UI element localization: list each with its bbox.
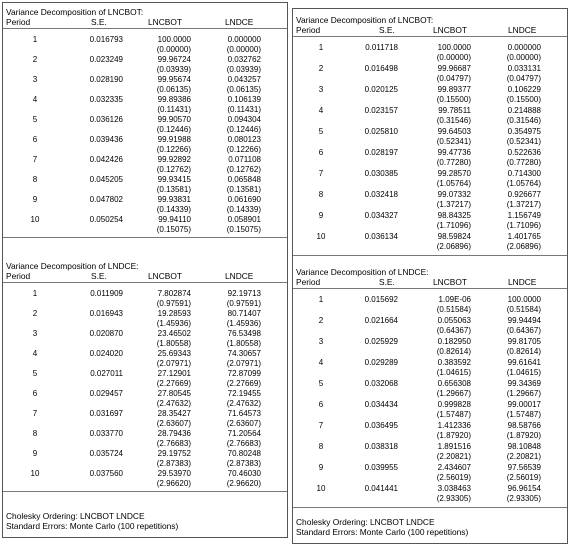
cell-lndce: 96.96154 (507, 484, 541, 493)
cell-lncbot: 99.90570 (157, 115, 191, 124)
cell-lndce: 0.080123 (227, 135, 261, 144)
cell-lndce-se: (1.71096) (506, 221, 541, 230)
cell-lncbot-se: (0.15075) (156, 225, 191, 234)
cell-lncbot-se: (0.31546) (436, 116, 471, 125)
cell-lncbot-se: (0.00000) (436, 53, 471, 62)
cell-lncbot: 99.91988 (157, 135, 191, 144)
header-lndce: LNDCE (508, 277, 537, 287)
cell-lndce: 0.094304 (227, 115, 261, 124)
cell-lndce-se: (2.20821) (506, 452, 541, 461)
header-lndce: LNDCE (225, 17, 254, 27)
section-title: Variance Decomposition of LNDCE: (296, 267, 429, 277)
header-period: Period (296, 25, 321, 35)
cell-lncbot: 28.79436 (157, 429, 191, 438)
cell-se: 0.032335 (89, 95, 123, 104)
header-rule (3, 282, 287, 283)
cell-se: 0.024020 (89, 349, 123, 358)
cell-lndce-se: (0.52341) (506, 137, 541, 146)
cell-lndce-se: (2.76683) (226, 439, 261, 448)
header-lncbot: LNCBOT (433, 25, 467, 35)
cell-lndce: 0.058901 (227, 215, 261, 224)
cell-lndce-se: (0.15500) (506, 95, 541, 104)
cell-lncbot-se: (2.07971) (156, 359, 191, 368)
header-se: S.E. (379, 277, 395, 287)
cell-lncbot-se: (0.97591) (156, 299, 191, 308)
cell-period: 5 (32, 115, 38, 124)
cell-lncbot-se: (1.45936) (156, 319, 191, 328)
cell-period: 10 (316, 484, 326, 493)
cell-lncbot-se: (0.03939) (156, 65, 191, 74)
cell-se: 0.023249 (89, 55, 123, 64)
header-period: Period (6, 271, 31, 281)
cell-lndce-se: (0.12266) (226, 145, 261, 154)
cell-se: 0.029457 (89, 389, 123, 398)
section-title: Variance Decomposition of LNDCE: (6, 261, 139, 271)
cell-se: 0.036495 (364, 421, 398, 430)
cell-se: 0.016793 (89, 35, 123, 44)
cell-lncbot: 99.94110 (158, 215, 191, 224)
section-end-rule (293, 507, 567, 508)
cell-lndce-se: (1.04615) (506, 368, 541, 377)
header-rule (293, 288, 567, 289)
cell-se: 0.036134 (364, 232, 398, 241)
cell-lncbot: 99.93831 (157, 195, 191, 204)
cell-period: 7 (318, 169, 324, 178)
cell-lncbot-se: (1.57487) (436, 410, 471, 419)
cell-se: 0.020125 (364, 85, 398, 94)
cell-lndce: 0.065848 (227, 175, 261, 184)
header-se: S.E. (91, 17, 107, 27)
cell-lndce-se: (0.31546) (506, 116, 541, 125)
cell-lncbot-se: (2.87383) (156, 459, 191, 468)
right-panel (292, 8, 568, 544)
header-se: S.E. (379, 25, 395, 35)
cell-lndce: 99.00017 (507, 400, 541, 409)
cell-lncbot: 99.78511 (438, 106, 471, 115)
cell-lndce: 97.56539 (507, 463, 541, 472)
cell-lncbot: 98.84325 (437, 211, 471, 220)
section-title: Variance Decomposition of LNCBOT: (296, 15, 434, 25)
cell-lncbot: 100.0000 (157, 35, 191, 44)
cell-se: 0.037560 (89, 469, 123, 478)
cell-lncbot-se: (0.52341) (436, 137, 471, 146)
cell-lncbot: 99.89386 (157, 95, 191, 104)
cell-lndce-se: (1.37217) (506, 200, 541, 209)
cell-lncbot-se: (0.12762) (156, 165, 191, 174)
cell-lndce: 0.926677 (507, 190, 541, 199)
header-period: Period (6, 17, 31, 27)
cell-lndce: 0.106139 (227, 95, 261, 104)
cell-lndce-se: (0.06135) (226, 85, 261, 94)
cell-lndce: 74.30657 (227, 349, 261, 358)
cell-lndce-se: (2.93305) (506, 494, 541, 503)
cell-se: 0.021664 (364, 316, 398, 325)
cell-se: 0.039436 (89, 135, 123, 144)
cell-lncbot-se: (2.20821) (436, 452, 471, 461)
cell-lncbot: 99.89377 (437, 85, 471, 94)
header-rule (293, 36, 567, 37)
cell-lncbot-se: (2.93305) (436, 494, 471, 503)
cell-lncbot: 1.09E-06 (438, 295, 471, 304)
cell-se: 0.038318 (364, 442, 398, 451)
cell-lndce: 99.34369 (507, 379, 541, 388)
cell-lncbot: 99.47736 (437, 148, 471, 157)
cell-lndce-se: (0.14339) (226, 205, 261, 214)
cell-lncbot-se: (1.37217) (436, 200, 471, 209)
cell-lndce: 99.94494 (507, 316, 541, 325)
cell-lndce-se: (2.63607) (226, 419, 261, 428)
cell-lncbot-se: (1.05764) (436, 179, 471, 188)
cell-period: 5 (318, 379, 324, 388)
cell-lncbot-se: (2.27669) (156, 379, 191, 388)
cell-se: 0.015692 (364, 295, 398, 304)
cell-lndce: 0.032762 (227, 55, 261, 64)
cell-lndce: 0.354975 (507, 127, 541, 136)
cell-lndce: 0.214888 (507, 106, 541, 115)
cell-lndce-se: (0.64367) (506, 326, 541, 335)
cell-lncbot: 0.656308 (437, 379, 471, 388)
cell-lndce-se: (0.00000) (226, 45, 261, 54)
cholesky-ordering: Cholesky Ordering: LNCBOT LNDCE (6, 511, 145, 521)
cell-lndce: 0.522636 (507, 148, 541, 157)
cell-lndce: 70.46030 (227, 469, 261, 478)
cell-lncbot-se: (0.12266) (156, 145, 191, 154)
cell-period: 3 (32, 75, 38, 84)
cell-period: 1 (32, 289, 38, 298)
cell-period: 10 (30, 215, 40, 224)
cell-lndce-se: (1.29667) (506, 389, 541, 398)
cell-lncbot: 99.64503 (437, 127, 471, 136)
cell-se: 0.042426 (89, 155, 123, 164)
cell-lncbot-se: (2.47632) (156, 399, 191, 408)
cell-period: 6 (318, 400, 324, 409)
cell-lncbot-se: (1.87920) (436, 431, 471, 440)
standard-errors-note: Standard Errors: Monte Carlo (100 repetitions) (296, 527, 469, 537)
cell-lncbot-se: (2.63607) (156, 419, 191, 428)
cell-lndce-se: (2.56019) (506, 473, 541, 482)
cell-lncbot-se: (0.11431) (157, 105, 191, 114)
cell-lncbot-se: (0.04797) (436, 74, 471, 83)
cell-lndce-se: (0.03939) (226, 65, 261, 74)
cell-lndce-se: (0.12762) (226, 165, 261, 174)
header-lncbot: LNCBOT (148, 271, 182, 281)
cell-period: 9 (32, 195, 38, 204)
cell-lncbot: 1.412336 (437, 421, 471, 430)
cell-lndce: 0.071108 (228, 155, 261, 164)
cell-se: 0.025810 (364, 127, 398, 136)
cell-lndce-se: (0.15075) (226, 225, 261, 234)
cell-lndce-se: (1.80558) (226, 339, 261, 348)
cell-se: 0.045205 (89, 175, 123, 184)
cell-period: 8 (32, 175, 38, 184)
cell-lncbot-se: (2.06896) (436, 242, 471, 251)
cell-lndce-se: (2.27669) (226, 379, 261, 388)
cell-se: 0.016498 (364, 64, 398, 73)
cell-period: 1 (318, 295, 324, 304)
cell-lncbot: 98.59824 (437, 232, 471, 241)
cell-se: 0.050254 (89, 215, 123, 224)
cell-lncbot-se: (0.13581) (156, 185, 191, 194)
cell-se: 0.035724 (89, 449, 123, 458)
cell-lndce: 98.58766 (507, 421, 541, 430)
section-end-rule (3, 237, 287, 238)
cell-period: 2 (318, 64, 324, 73)
cell-se: 0.020870 (89, 329, 123, 338)
cell-lncbot: 27.12901 (157, 369, 191, 378)
standard-errors-note: Standard Errors: Monte Carlo (100 repetitions) (6, 521, 179, 531)
cell-lncbot: 29.53970 (157, 469, 191, 478)
header-se: S.E. (91, 271, 107, 281)
cell-lncbot-se: (1.80558) (156, 339, 191, 348)
cell-lncbot-se: (0.14339) (156, 205, 191, 214)
cell-lndce: 70.80248 (227, 449, 261, 458)
cell-se: 0.025929 (364, 337, 398, 346)
left-panel (2, 2, 288, 538)
cell-lncbot-se: (0.15500) (436, 95, 471, 104)
cell-lndce-se: (0.82614) (506, 347, 541, 356)
cell-lncbot: 29.19752 (157, 449, 191, 458)
cell-lncbot-se: (1.29667) (436, 389, 471, 398)
cell-lncbot: 7.802874 (157, 289, 191, 298)
cell-se: 0.032068 (364, 379, 398, 388)
cell-lncbot: 99.92892 (157, 155, 191, 164)
cell-lncbot: 99.28570 (437, 169, 471, 178)
cell-se: 0.023157 (364, 106, 398, 115)
cell-lndce-se: (2.47632) (226, 399, 261, 408)
cell-period: 8 (318, 442, 324, 451)
cell-lndce: 0.033131 (507, 64, 541, 73)
cell-lncbot: 99.95674 (157, 75, 191, 84)
cell-period: 3 (32, 329, 38, 338)
cell-se: 0.034434 (364, 400, 398, 409)
cell-se: 0.033770 (89, 429, 123, 438)
header-lncbot: LNCBOT (433, 277, 467, 287)
cell-lncbot-se: (0.00000) (156, 45, 191, 54)
cell-lndce-se: (0.11431) (227, 105, 261, 114)
cell-period: 9 (32, 449, 38, 458)
cell-se: 0.030385 (364, 169, 398, 178)
cell-lncbot: 1.891516 (437, 442, 471, 451)
cholesky-ordering: Cholesky Ordering: LNCBOT LNDCE (296, 517, 435, 527)
cell-period: 4 (318, 358, 324, 367)
cell-se: 0.011909 (90, 289, 123, 298)
cell-lncbot-se: (1.71096) (436, 221, 471, 230)
cell-lndce-se: (0.04797) (506, 74, 541, 83)
cell-lndce: 0.043257 (227, 75, 261, 84)
cell-period: 5 (318, 127, 324, 136)
cell-se: 0.011718 (365, 43, 398, 52)
header-rule (3, 28, 287, 29)
cell-period: 5 (32, 369, 38, 378)
cell-se: 0.016943 (89, 309, 123, 318)
cell-period: 10 (30, 469, 40, 478)
cell-lncbot: 99.93415 (157, 175, 191, 184)
cell-lndce: 99.61641 (507, 358, 541, 367)
cell-lndce-se: (0.00000) (506, 53, 541, 62)
cell-period: 6 (32, 135, 38, 144)
cell-lncbot: 23.46502 (157, 329, 191, 338)
cell-period: 4 (32, 95, 38, 104)
cell-period: 7 (32, 155, 38, 164)
cell-lndce-se: (1.45936) (226, 319, 261, 328)
cell-period: 8 (32, 429, 38, 438)
cell-period: 7 (318, 421, 324, 430)
cell-se: 0.034327 (364, 211, 398, 220)
cell-se: 0.041441 (364, 484, 398, 493)
header-period: Period (296, 277, 321, 287)
cell-lndce: 1.156749 (507, 211, 541, 220)
cell-period: 6 (318, 148, 324, 157)
cell-lndce: 1.401765 (507, 232, 541, 241)
cell-lndce: 0.061690 (227, 195, 261, 204)
cell-lncbot-se: (0.82614) (436, 347, 471, 356)
cell-lncbot-se: (2.76683) (156, 439, 191, 448)
cell-lncbot: 99.96724 (157, 55, 191, 64)
cell-lncbot: 100.0000 (437, 43, 471, 52)
cell-lncbot: 19.28593 (157, 309, 191, 318)
cell-lncbot: 3.038463 (437, 484, 471, 493)
cell-period: 6 (32, 389, 38, 398)
section-end-rule (293, 255, 567, 256)
cell-period: 2 (32, 55, 38, 64)
cell-period: 7 (32, 409, 38, 418)
cell-se: 0.028190 (89, 75, 123, 84)
cell-period: 1 (318, 43, 324, 52)
cell-lndce-se: (2.96620) (226, 479, 261, 488)
cell-period: 8 (318, 190, 324, 199)
cell-lndce: 0.106229 (507, 85, 541, 94)
cell-lndce-se: (0.51584) (506, 305, 541, 314)
cell-lncbot: 25.69343 (157, 349, 191, 358)
cell-lncbot-se: (0.77280) (436, 158, 471, 167)
section-title: Variance Decomposition of LNCBOT: (6, 7, 144, 17)
cell-period: 3 (318, 337, 324, 346)
header-lndce: LNDCE (508, 25, 537, 35)
cell-lncbot-se: (0.12446) (156, 125, 191, 134)
cell-period: 1 (32, 35, 38, 44)
cell-lndce-se: (2.07971) (226, 359, 261, 368)
cell-period: 10 (316, 232, 326, 241)
header-lncbot: LNCBOT (148, 17, 182, 27)
cell-lncbot: 99.96687 (437, 64, 471, 73)
cell-se: 0.047802 (89, 195, 123, 204)
cell-period: 9 (318, 463, 324, 472)
cell-se: 0.027011 (90, 369, 123, 378)
cell-lndce-se: (0.13581) (226, 185, 261, 194)
cell-lncbot: 27.80545 (157, 389, 191, 398)
cell-lndce-se: (2.87383) (226, 459, 261, 468)
cell-lncbot-se: (0.51584) (436, 305, 471, 314)
cell-lncbot-se: (1.04615) (436, 368, 471, 377)
cell-period: 2 (32, 309, 38, 318)
cell-lncbot: 0.055063 (437, 316, 471, 325)
header-lndce: LNDCE (225, 271, 254, 281)
cell-se: 0.031697 (89, 409, 123, 418)
cell-lndce: 71.64573 (227, 409, 261, 418)
cell-se: 0.036126 (89, 115, 123, 124)
cell-lndce: 98.10848 (507, 442, 541, 451)
cell-lncbot-se: (0.06135) (156, 85, 191, 94)
cell-period: 9 (318, 211, 324, 220)
cell-lncbot: 99.07332 (437, 190, 471, 199)
cell-lndce-se: (0.77280) (506, 158, 541, 167)
cell-lndce: 100.0000 (507, 295, 541, 304)
cell-lndce: 99.81705 (507, 337, 541, 346)
cell-se: 0.039955 (364, 463, 398, 472)
cell-lndce: 80.71407 (227, 309, 261, 318)
cell-lndce-se: (0.97591) (226, 299, 261, 308)
cell-period: 4 (32, 349, 38, 358)
cell-lndce: 76.53498 (227, 329, 261, 338)
cell-lncbot-se: (2.56019) (436, 473, 471, 482)
cell-lndce-se: (0.12446) (226, 125, 261, 134)
cell-lncbot-se: (0.64367) (436, 326, 471, 335)
cell-period: 3 (318, 85, 324, 94)
cell-lndce-se: (1.87920) (506, 431, 541, 440)
cell-se: 0.028197 (364, 148, 398, 157)
cell-lncbot: 28.35427 (157, 409, 191, 418)
cell-lndce: 0.000000 (227, 35, 261, 44)
cell-period: 4 (318, 106, 324, 115)
cell-se: 0.029289 (364, 358, 398, 367)
cell-lncbot-se: (2.96620) (156, 479, 191, 488)
cell-lndce: 92.19713 (227, 289, 261, 298)
cell-lncbot: 0.182950 (437, 337, 471, 346)
cell-lndce: 0.000000 (507, 43, 541, 52)
cell-lndce: 71.20564 (227, 429, 261, 438)
cell-lncbot: 2.434607 (437, 463, 471, 472)
cell-lndce: 72.87099 (227, 369, 261, 378)
cell-period: 2 (318, 316, 324, 325)
cell-lndce: 72.19455 (227, 389, 261, 398)
cell-lndce: 0.714300 (507, 169, 541, 178)
cell-lndce-se: (1.57487) (506, 410, 541, 419)
cell-se: 0.032418 (364, 190, 398, 199)
cell-lndce-se: (1.05764) (506, 179, 541, 188)
section-end-rule (3, 491, 287, 492)
cell-lncbot: 0.999828 (437, 400, 471, 409)
cell-lndce-se: (2.06896) (506, 242, 541, 251)
cell-lncbot: 0.383592 (437, 358, 471, 367)
